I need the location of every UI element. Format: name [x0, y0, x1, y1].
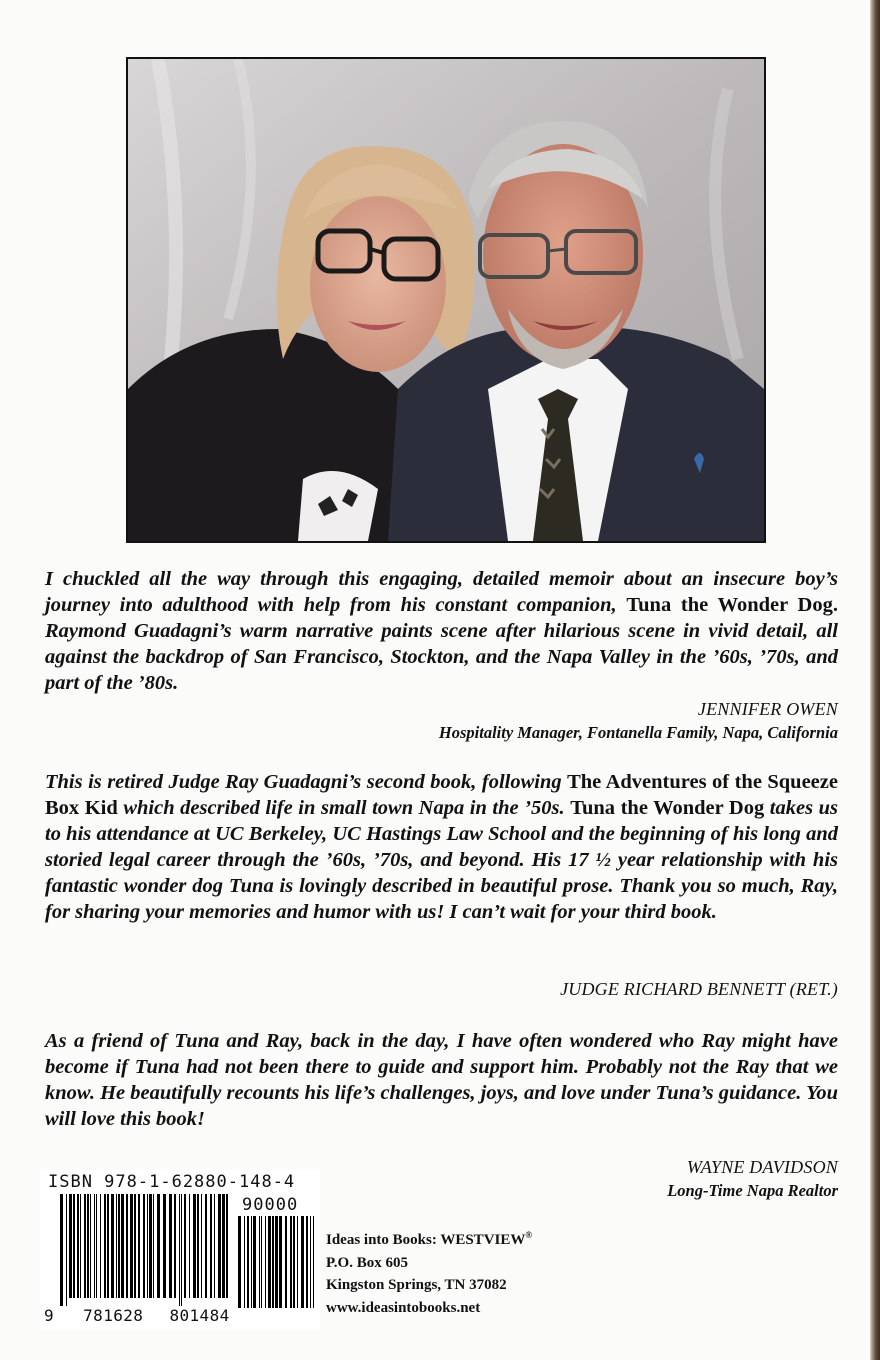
ean-first-digit: 9	[44, 1306, 55, 1325]
barcode-bar	[290, 1216, 292, 1308]
barcode-bar	[77, 1194, 79, 1298]
ean-right-digits: 801484	[169, 1306, 230, 1325]
couple-portrait-photo	[128, 59, 764, 541]
price-code: 90000	[242, 1195, 299, 1215]
barcode-bar	[181, 1194, 182, 1306]
barcode-bar	[153, 1194, 154, 1298]
barcode-bar	[272, 1216, 274, 1308]
barcode-bar	[279, 1216, 282, 1308]
barcode-bar	[107, 1194, 109, 1298]
publisher-address-2: Kingston Springs, TN 37082	[326, 1277, 507, 1293]
quote-text-segment: This is retired Judge Ray Guadagni’s second book, following	[45, 771, 568, 793]
barcode-bar	[163, 1194, 166, 1298]
barcode-bar	[104, 1194, 106, 1298]
barcode-bar	[214, 1194, 215, 1298]
quote-text-segment: The Adventures of the Squeeze Box Kid	[45, 771, 838, 819]
publisher-website[interactable]: www.ideasintobooks.net	[326, 1299, 481, 1316]
barcode-bar	[157, 1194, 160, 1298]
isbn-barcode	[40, 1170, 320, 1330]
barcode-bar	[179, 1194, 180, 1306]
barcode-bar	[138, 1194, 140, 1298]
ean-left-digits: 781628	[83, 1306, 144, 1325]
registered-mark: ®	[525, 1230, 533, 1240]
reviewer-name: JENNIFER OWEN	[697, 699, 838, 719]
barcode-bar	[149, 1194, 152, 1298]
quote-text-segment: Raymond Guadagni’s warm narrative paints scene after hilarious scene in vivid detail, all against the backdrop of San Francisco, Stockton, and the Napa Valley in the ’60s, ’70s, and part of the ’80s.	[45, 620, 838, 694]
barcode-bar	[73, 1194, 75, 1298]
reviewer-role: Long-Time Napa Realtor	[667, 1181, 838, 1200]
barcode-bar	[261, 1216, 262, 1308]
barcode-bar	[259, 1216, 260, 1308]
barcode-bar	[69, 1194, 72, 1298]
ean-digits	[44, 1306, 230, 1325]
review-quote-3	[45, 1028, 838, 1132]
barcode-bar	[193, 1194, 196, 1298]
reviewer-name: JUDGE RICHARD BENNETT (RET.)	[560, 979, 838, 999]
review-attribution-2	[560, 977, 838, 1001]
barcode-bar	[100, 1194, 101, 1298]
quote-text-segment: which described life in small town Napa in the ’50s.	[117, 797, 571, 819]
publisher-name-line	[326, 1224, 532, 1252]
barcode-bar	[301, 1216, 304, 1308]
barcode-bar	[126, 1194, 128, 1298]
barcode-bar	[247, 1216, 249, 1308]
review-attribution-1	[439, 697, 838, 745]
barcode-bar	[297, 1216, 298, 1308]
barcode-bar	[310, 1216, 311, 1308]
addon-barcode-bars	[238, 1216, 316, 1308]
publisher-address-1: P.O. Box 605	[326, 1254, 408, 1271]
barcode-bar	[134, 1194, 136, 1298]
review-quote-2	[45, 769, 838, 925]
barcode-bar	[118, 1194, 120, 1298]
reviewer-name: WAYNE DAVIDSON	[686, 1157, 838, 1177]
publisher-name: Ideas into Books: WESTVIEW	[326, 1232, 526, 1248]
barcode-bar	[96, 1194, 97, 1298]
book-spine-edge	[870, 0, 880, 1360]
reviewer-role: Hospitality Manager, Fontanella Family, Napa, California	[438, 723, 838, 742]
quote-text-segment: Tuna the Wonder Dog	[570, 797, 765, 819]
quote-text-segment: I chuckled all the way through this engaging, detailed memoir about an insecure boy’s journey into adulthood with help from his constant companion,	[45, 568, 838, 616]
barcode-bar	[87, 1194, 89, 1298]
barcode-bar	[169, 1194, 172, 1298]
barcode-bar	[94, 1194, 95, 1298]
quote-text-segment: As a friend of Tuna and Ray, back in the day, I have often wondered who Ray might have become if Tuna had not been there to guide and support him. Probably not the Ray that we know. He beautifully recounts his life’s challenges, joys, and love under Tuna’s guidance. You will love this book!	[45, 1030, 838, 1130]
barcode-bar	[275, 1216, 278, 1308]
barcode-bar	[210, 1194, 212, 1298]
barcode-bar	[205, 1194, 207, 1298]
barcode-bar	[244, 1216, 245, 1308]
quote-text-segment: Tuna the Wonder Dog.	[626, 594, 838, 616]
barcode-bar	[111, 1194, 114, 1298]
review-quote-1	[45, 566, 838, 696]
review-attribution-3	[667, 1155, 838, 1203]
isbn-label: ISBN 978-1-62880-148-4	[48, 1172, 296, 1192]
publisher-block	[326, 1224, 532, 1319]
barcode-bar	[189, 1194, 190, 1298]
barcode-bar	[197, 1194, 199, 1298]
barcode-bar	[306, 1216, 308, 1308]
barcode-bar	[60, 1194, 63, 1306]
barcode-bar	[285, 1216, 287, 1308]
barcode-bar	[174, 1194, 176, 1298]
barcode-bar	[251, 1216, 252, 1308]
ean-barcode-bars	[60, 1194, 230, 1306]
barcode-bar	[143, 1194, 145, 1298]
barcode-bar	[313, 1216, 314, 1308]
barcode-bar	[253, 1216, 256, 1308]
barcode-bar	[147, 1194, 148, 1298]
barcode-bar	[265, 1216, 266, 1308]
barcode-bar	[201, 1194, 202, 1298]
author-photo	[126, 57, 766, 543]
barcode-bar	[184, 1194, 186, 1298]
barcode-bar	[90, 1194, 91, 1298]
barcode-bar	[238, 1216, 241, 1308]
barcode-bar	[121, 1194, 124, 1298]
barcode-bar	[84, 1194, 86, 1298]
barcode-bar	[80, 1194, 81, 1298]
barcode-bar	[116, 1194, 117, 1298]
barcode-bar	[66, 1194, 67, 1306]
barcode-bar	[218, 1194, 221, 1298]
barcode-bar	[130, 1194, 133, 1298]
quote-text-segment: takes us to his attendance at UC Berkeley, UC Hastings Law School and the beginning of his long and storied legal career through the ’60s, ’70s, and beyond. His 17 ½ year relationship with his fantastic wonder dog Tuna is lovingly described in beautiful prose. Thank you so much, Ray, for sharing your memories and humor with us! I can’t wait for your third book.	[45, 797, 839, 923]
barcode-bar	[222, 1194, 225, 1298]
barcode-bar	[293, 1216, 295, 1308]
barcode-bar	[268, 1216, 271, 1308]
barcode-bar	[226, 1194, 228, 1298]
